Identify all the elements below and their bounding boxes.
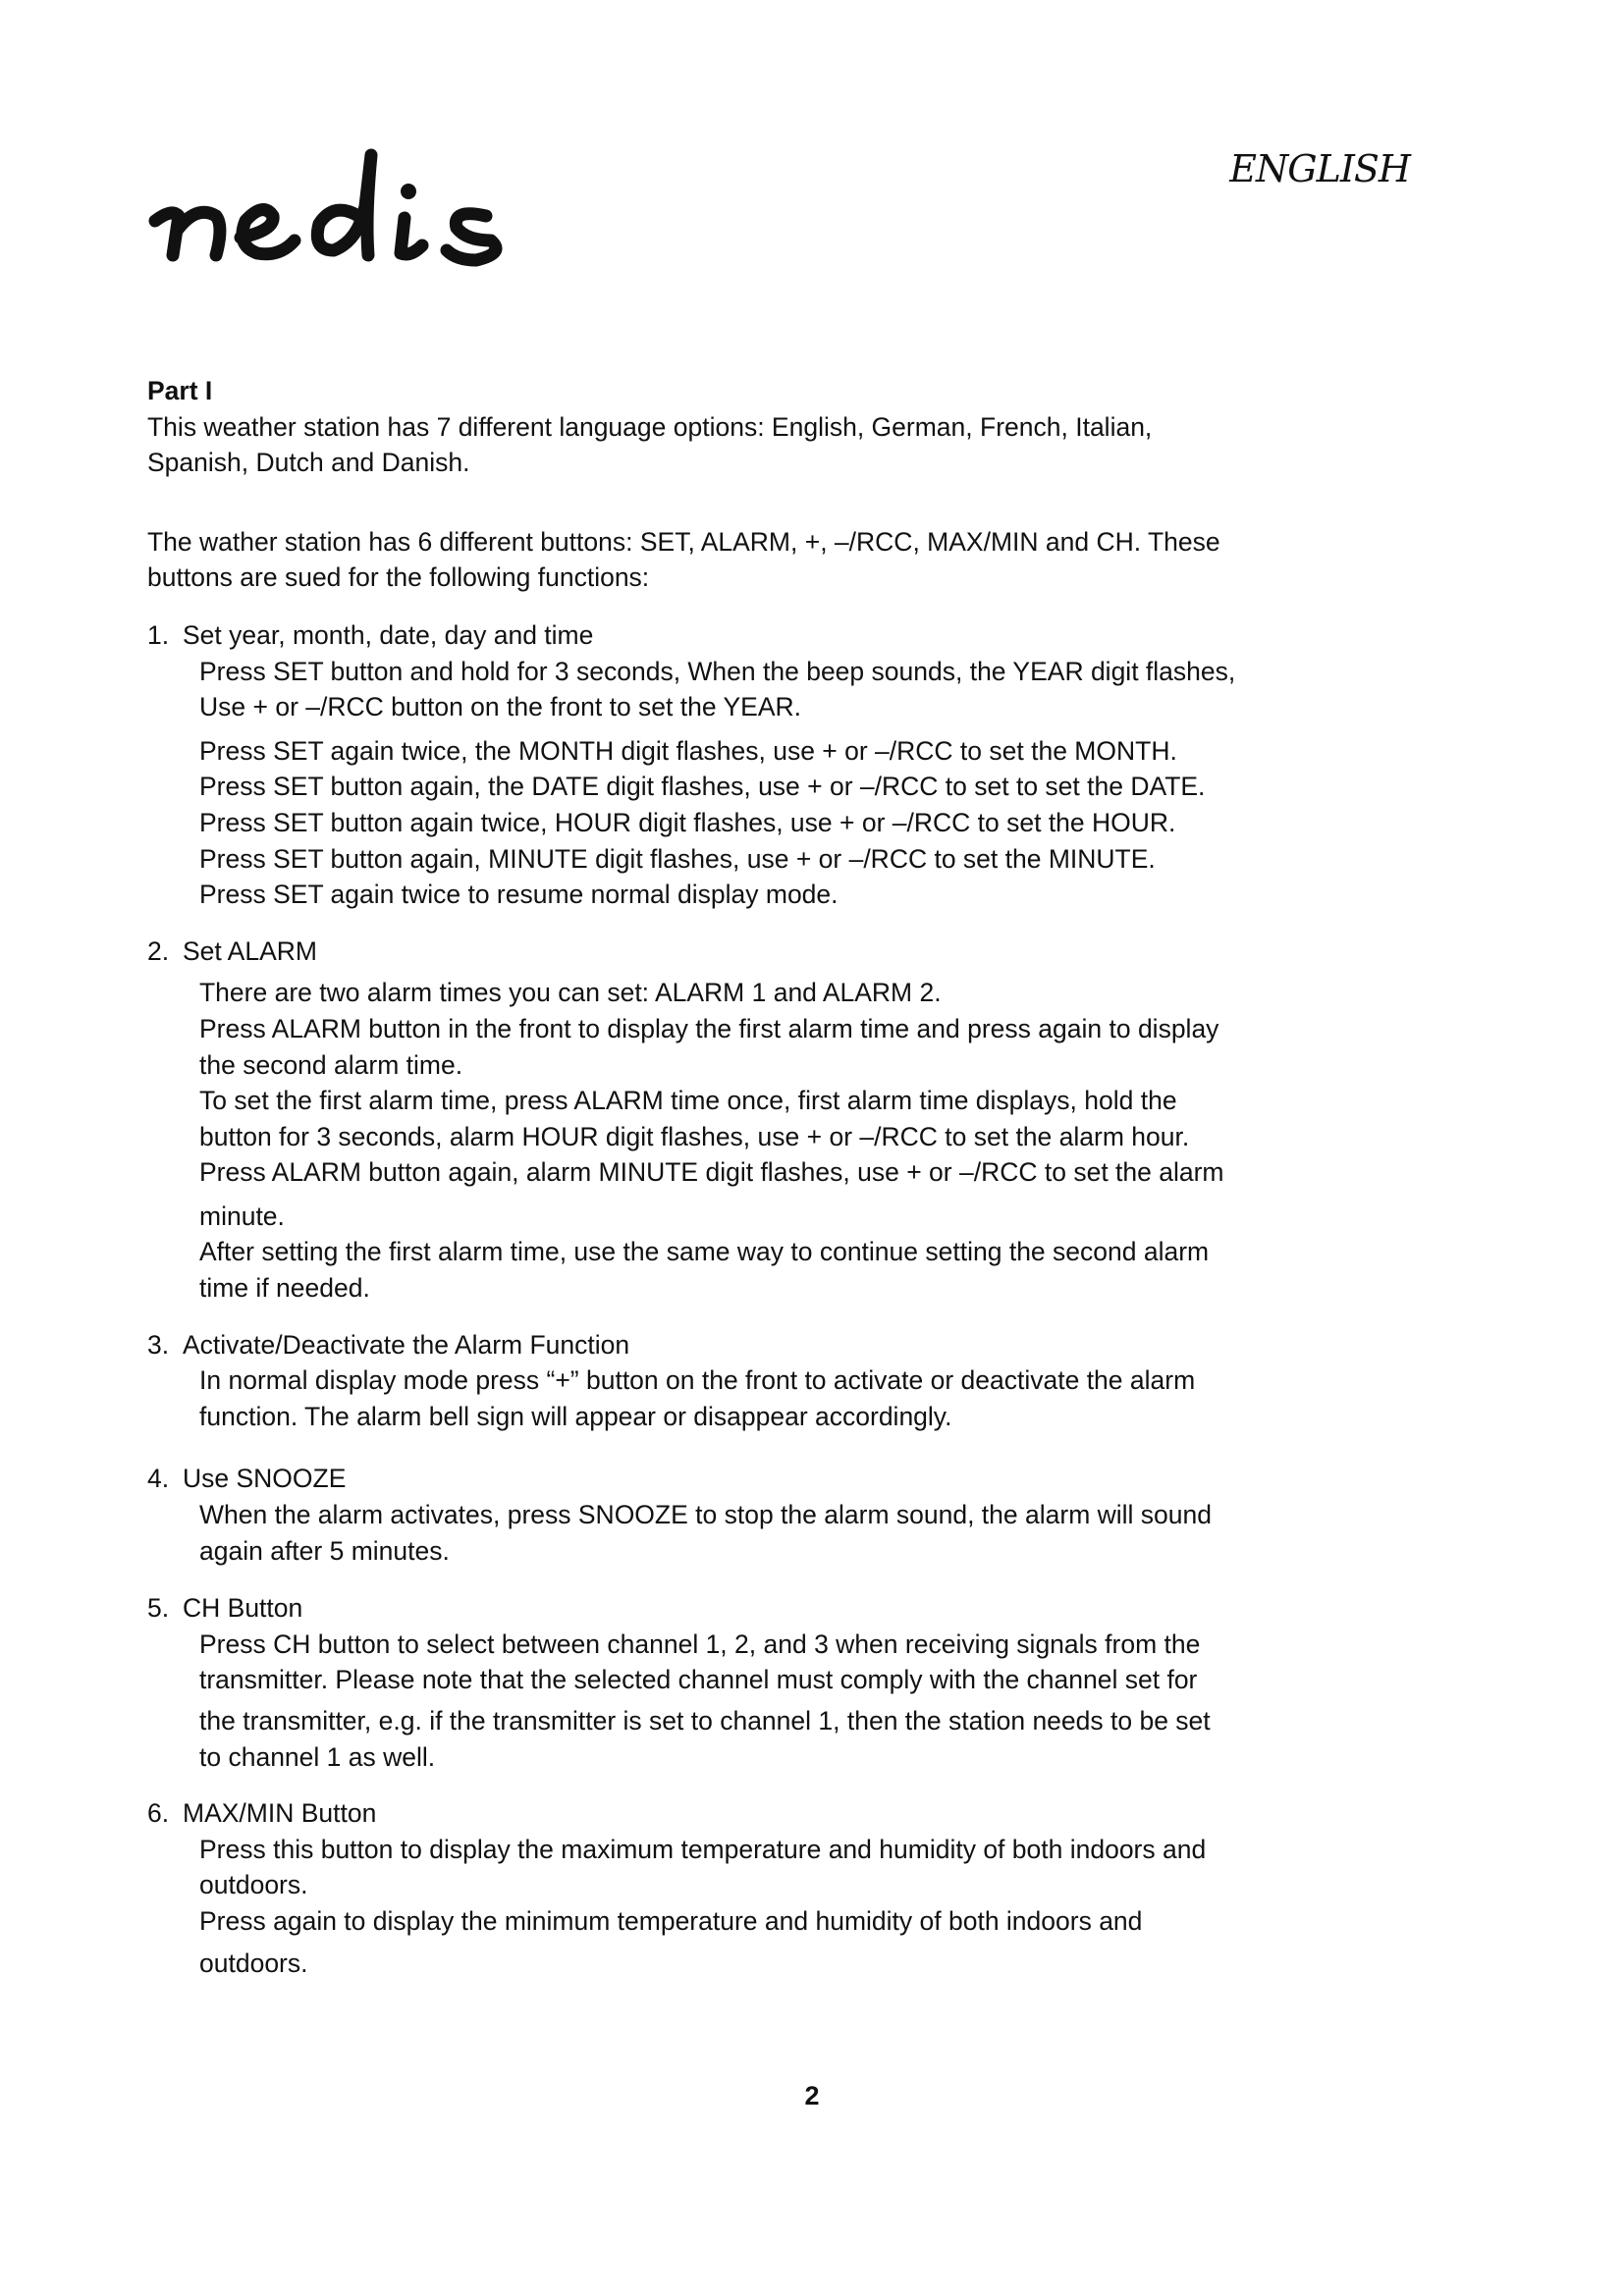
item-title [147,1461,1384,1497]
item-text: minute. [199,1201,285,1231]
item-title [147,1795,1384,1832]
section-heading: Part I [147,376,213,405]
intro-text: The wather station has 6 different buttons: SET, ALARM, +, –/RCC, MAX/MIN and CH. These [147,526,1220,557]
item-title-text: Activate/Deactivate the Alarm Function [183,1329,630,1360]
item-text: transmitter. Please note that the selected channel must comply with the channel set for [199,1665,1198,1695]
item-text: Press SET button again, MINUTE digit flashes, use + or –/RCC to set the MINUTE. [199,843,1156,874]
item-text: Press ALARM button in the front to display the first alarm time and press again to display [199,1013,1219,1043]
item-text: Press again to display the minimum temperature and humidity of both indoors and [199,1905,1143,1936]
item-text: function. The alarm bell sign will appear or disappear accordingly. [199,1401,952,1431]
item-title-text: Set ALARM [183,935,317,966]
item-text: the second alarm time. [199,1049,463,1080]
item-number: 3. [147,1329,170,1360]
item-title [147,1327,1384,1363]
item-title [147,1590,1384,1627]
item-text: Press ALARM button again, alarm MINUTE digit flashes, use + or –/RCC to set the alarm [199,1157,1224,1188]
item-text: the transmitter, e.g. if the transmitter is set to channel 1, then the station needs to be set [199,1706,1211,1735]
item-text: to channel 1 as well. [199,1741,436,1772]
item-number: 4. [147,1464,170,1494]
item-number: 6. [147,1798,170,1829]
item-text: outdoors. [199,1948,308,1978]
page-number: 2 [804,2081,820,2110]
item-text: In normal display mode press “+” button on the front to activate or deactivate the alarm [199,1365,1196,1396]
item-title-text: CH Button [183,1593,303,1624]
item-text: Press SET again twice, the MONTH digit flashes, use + or –/RCC to set the MONTH. [199,735,1177,766]
manual-body [147,373,1384,1981]
item-text: Press SET button again, the DATE digit flashes, use + or –/RCC to set to set the DATE. [199,772,1206,802]
item-text: When the alarm activates, press SNOOZE to stop the alarm sound, the alarm will sound [199,1500,1213,1530]
item-text: Press CH button to select between channel 1, 2, and 3 when receiving signals from the [199,1629,1201,1659]
item-title-text: Use SNOOZE [183,1464,347,1494]
item-text: Use + or –/RCC button on the front to set the YEAR. [199,692,802,722]
item-title [147,617,1384,654]
item-text: To set the first alarm time, press ALARM time once, first alarm time displays, hold the [199,1086,1177,1116]
item-number: 1. [147,619,170,650]
item-text: Press SET button again twice, HOUR digit flashes, use + or –/RCC to set the HOUR. [199,807,1176,837]
item-title [147,934,1384,970]
item-text: After setting the first alarm time, use the same way to continue setting the second alarm [199,1237,1210,1267]
item-title-text: Set year, month, date, day and time [183,619,594,650]
item-number: 5. [147,1593,170,1624]
item-text: Press SET button and hold for 3 seconds, When the beep sounds, the YEAR digit flashes, [199,656,1236,686]
item-text: There are two alarm times you can set: ALARM 1 and ALARM 2. [199,978,942,1008]
item-text: again after 5 minutes. [199,1535,450,1566]
item-text: Press this button to display the maximum temperature and humidity of both indoors and [199,1834,1207,1864]
item-number: 2. [147,935,170,966]
intro-text: Spanish, Dutch and Danish. [147,448,470,478]
item-text: button for 3 seconds, alarm HOUR digit flashes, use + or –/RCC to set the alarm hour. [199,1121,1190,1151]
nedis-logo [147,147,579,275]
item-text: Press SET again twice to resume normal display mode. [199,880,839,910]
item-text: outdoors. [199,1870,308,1900]
intro-text: buttons are sued for the following functions: [147,562,650,593]
item-text: time if needed. [199,1273,370,1304]
item-title-text: MAX/MIN Button [183,1798,377,1829]
language-label: ENGLISH [1229,147,1410,190]
intro-text: This weather station has 7 different language options: English, German, French, Italian, [147,411,1153,442]
